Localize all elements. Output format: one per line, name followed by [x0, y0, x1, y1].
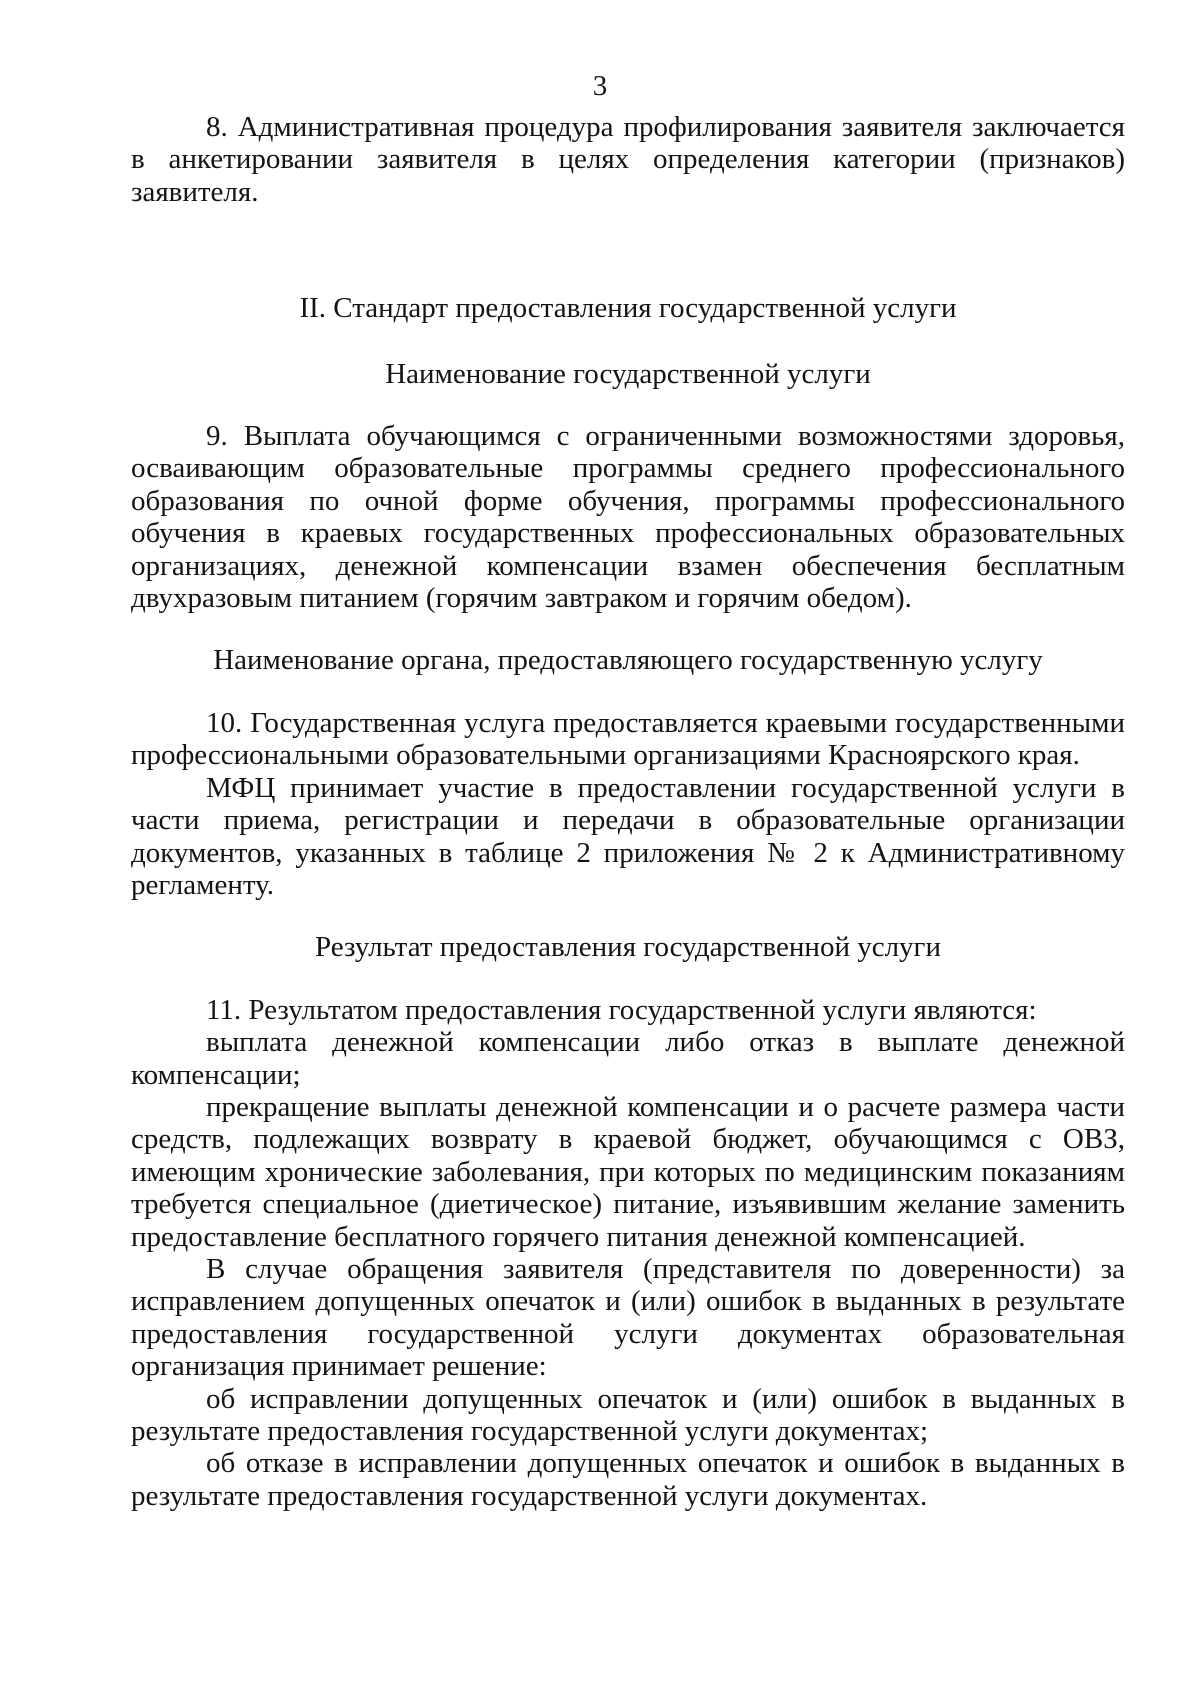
spacer — [131, 390, 1125, 420]
spacer — [131, 964, 1125, 994]
spacer — [131, 208, 1125, 292]
spacer — [131, 901, 1125, 931]
paragraph-9: 9. Выплата обучающимся с ограниченными возможностями здоровья, осваивающим образовательные программы среднего профессионального образования по очной форме обучения, программы профессионального обучения в краевых государственных профессиональных образовательных организациях, денежной компенсации взамен обеспечения бесплатным двухразовым питанием (горячим завтраком и горячим обедом). — [131, 420, 1125, 615]
subheading-service-name: Наименование государственной услуги — [385, 357, 871, 390]
paragraph-11-decision-1: об исправлении допущенных опечаток и (или) ошибок в выданных в результате предоставления государственной услуги документах; — [131, 1382, 1125, 1447]
paragraph-10: 10. Государственная услуга предоставляется краевыми государственными профессиональными образовательными организациями Красноярского края. — [131, 706, 1125, 772]
paragraph-11: 11. Результатом предоставления государственной услуги являются: — [206, 993, 1037, 1026]
paragraph-11-case: В случае обращения заявителя (представителя по доверенности) за исправлением допущенных опечаток и (или) ошибок в выданных в результате предоставления государственной услуги документах образовательная организация принимает решение: — [131, 1252, 1125, 1383]
paragraph-11-item-2: прекращение выплаты денежной компенсации и о расчете размера части средств, подлежащих возврату в краевой бюджет, обучающимся с ОВЗ, имеющим хронические заболевания, при которых по медицинским показаниям требуется специальное (диетическое) питание, изъявившим желание заменить предоставление бесплатного горячего питания денежной компенсацией. — [131, 1090, 1125, 1253]
subheading-organ: Наименование органа, предоставляющего государственную услугу — [213, 644, 1043, 677]
subheading-result: Результат предоставления государственной услуги — [315, 931, 941, 964]
spacer — [131, 614, 1125, 644]
document-body — [131, 111, 1125, 1512]
paragraph-8: 8. Административная процедура профилирования заявителя заключается в анкетировании заявителя в целях определения категории (признаков) заявителя. — [131, 111, 1125, 208]
paragraph-11-item-1: выплата денежной компенсации либо отказ в выплате денежной компенсации; — [131, 1026, 1125, 1091]
page-number: 3 — [592, 70, 608, 102]
paragraph-11-decision-2: об отказе в исправлении допущенных опечаток и ошибок в выданных в результате предоставления государственной услуги документах. — [131, 1447, 1125, 1512]
spacer — [131, 677, 1125, 707]
spacer — [131, 325, 1125, 358]
section-title: II. Стандарт предоставления государственной услуги — [299, 292, 957, 325]
paragraph-10-mfc: МФЦ принимает участие в предоставлении государственной услуги в части приема, регистрации и передачи в образовательные организации документов, указанных в таблице 2 приложения № 2 к Административному регламенту. — [131, 771, 1125, 901]
